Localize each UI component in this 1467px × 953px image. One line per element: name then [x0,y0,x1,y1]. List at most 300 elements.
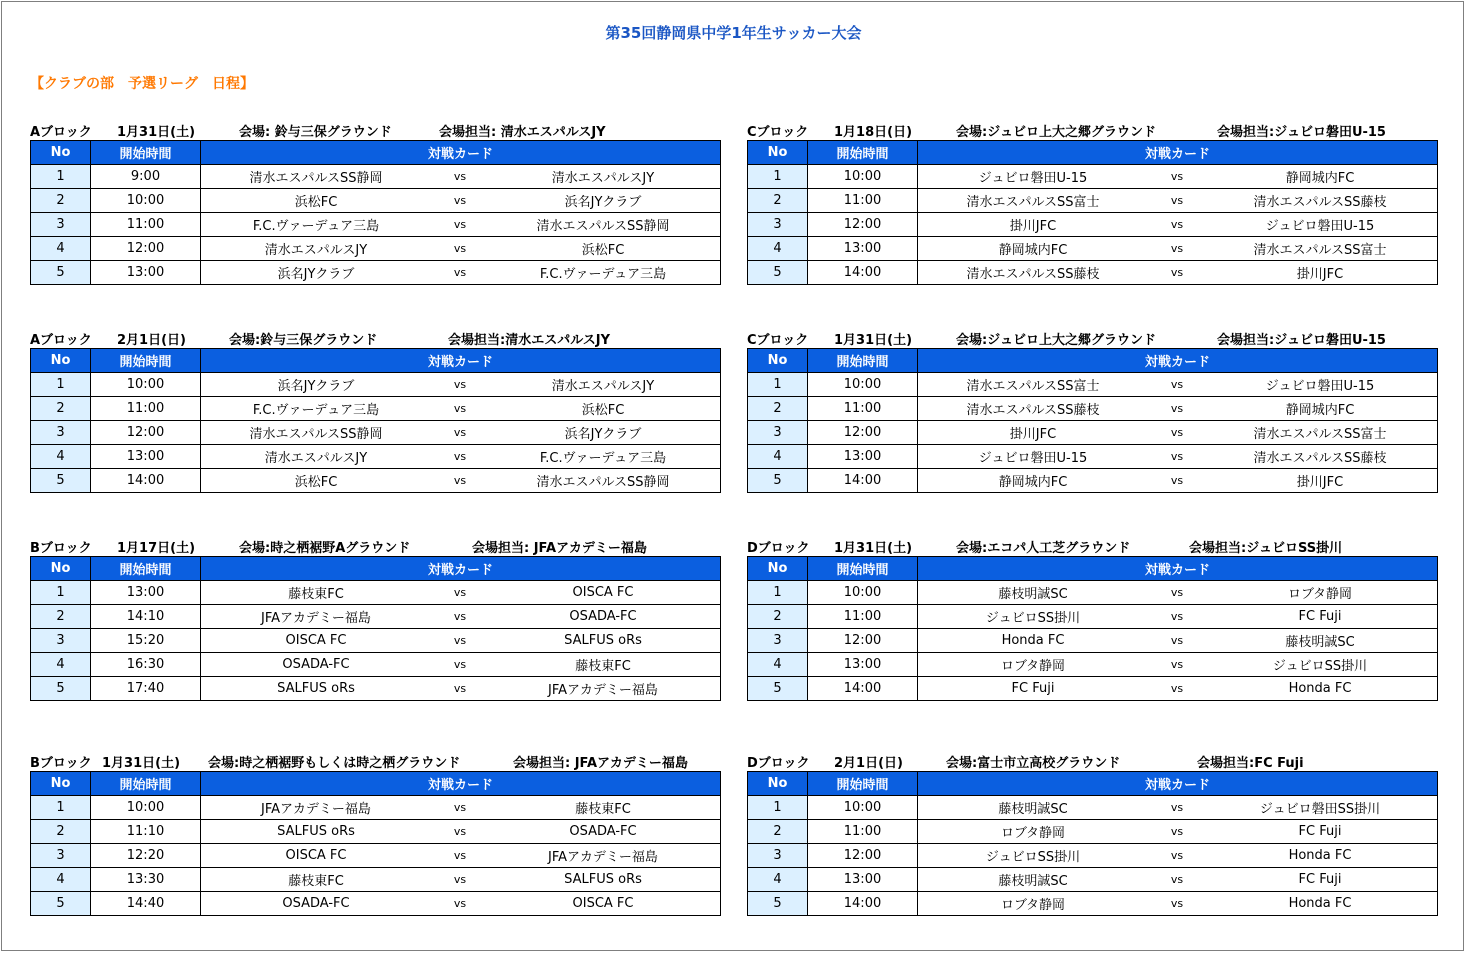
col-header-time: 開始時間 [808,557,918,581]
table-row [748,629,1438,653]
away-team: ジュビロ磐田U-15 [1265,379,1375,394]
away-team: ジュビロ磐田SS掛川 [1259,802,1381,817]
away-team: FC Fuji [1298,609,1342,624]
match-no: 5 [31,469,91,493]
home-team: OISCA FC [285,633,347,648]
vs-label: vs [1170,426,1184,439]
table-row [31,581,721,605]
match-table [30,771,721,916]
col-header-time: 開始時間 [808,772,918,796]
match-card [918,165,1438,189]
table-row [748,421,1438,445]
vs-label: vs [453,170,467,183]
home-team: ジュビロ磐田U-15 [978,171,1088,186]
away-team: 静岡城内FC [1285,403,1355,418]
table-row [748,605,1438,629]
col-header-card: 対戦カード [918,772,1438,796]
match-no: 2 [31,605,91,629]
away-team: 清水エスパルスSS藤枝 [1253,451,1387,466]
vs-label: vs [1170,610,1184,623]
match-no: 4 [31,653,91,677]
vs-label: vs [1170,634,1184,647]
match-card [918,189,1438,213]
match-no: 2 [31,397,91,421]
table-row [31,213,721,237]
match-time: 10:00 [808,581,918,605]
venue-manager: 会場担当:ジュビロ磐田U-15 [1217,333,1386,348]
block-schedule [30,537,720,709]
home-team: Honda FC [1001,633,1065,648]
home-team: ジュビロSS掛川 [985,850,1081,865]
venue-label: 会場:エコパ人工芝グラウンド [956,541,1131,556]
match-no: 5 [31,677,91,701]
match-no: 5 [748,469,808,493]
table-header-row [748,557,1438,581]
venue-manager: 会場担当:FC Fuji [1197,756,1304,771]
match-time: 10:00 [91,373,201,397]
match-time: 12:00 [91,237,201,261]
home-team: ジュビロSS掛川 [985,611,1081,626]
away-team: 清水エスパルスSS藤枝 [1253,195,1387,210]
table-row [748,469,1438,493]
away-team: 浜松FC [581,403,625,418]
home-team: FC Fuji [1011,681,1055,696]
match-no: 4 [31,868,91,892]
match-table [30,140,721,285]
match-card [918,796,1438,820]
match-card [918,261,1438,285]
away-team: 掛川JFC [1296,267,1344,282]
col-header-card: 対戦カード [201,349,721,373]
match-no: 3 [31,629,91,653]
home-team: 藤枝東FC [288,874,344,889]
table-row [31,237,721,261]
match-card [201,165,721,189]
table-row [31,261,721,285]
match-time: 11:00 [91,213,201,237]
away-team: 藤枝東FC [575,659,631,674]
away-team: 清水エスパルスSS静岡 [536,219,670,234]
col-header-time: 開始時間 [91,557,201,581]
match-time: 14:10 [91,605,201,629]
match-time: 11:10 [91,820,201,844]
vs-label: vs [1170,170,1184,183]
match-date: 1月18日(日) [834,125,913,140]
vs-label: vs [1170,378,1184,391]
vs-label: vs [453,474,467,487]
vs-label: vs [453,218,467,231]
match-time: 14:00 [808,892,918,916]
match-time: 12:00 [808,629,918,653]
match-time: 14:40 [91,892,201,916]
home-team: 清水エスパルスSS藤枝 [966,403,1100,418]
venue-label: 会場:時之栖裾野もしくは時之栖グラウンド [208,756,461,771]
table-row [748,581,1438,605]
match-date: 1月31日(土) [834,541,913,556]
match-no: 5 [748,261,808,285]
match-no: 3 [31,421,91,445]
table-row [748,213,1438,237]
table-row [748,237,1438,261]
match-card [918,213,1438,237]
match-time: 10:00 [808,373,918,397]
match-card [201,844,721,868]
home-team: ロブタ静岡 [1000,659,1066,674]
home-team: SALFUS oRs [277,824,355,839]
home-team: 浜松FC [294,195,338,210]
match-no: 3 [31,213,91,237]
venue-manager: 会場担当:ジュビロ磐田U-15 [1217,125,1386,140]
match-no: 5 [31,892,91,916]
match-card [201,189,721,213]
match-table [747,140,1438,285]
home-team: 浜名JYクラブ [277,379,355,394]
col-header-card: 対戦カード [201,557,721,581]
vs-label: vs [453,426,467,439]
vs-label: vs [453,682,467,695]
match-card [201,581,721,605]
match-card [918,605,1438,629]
match-time: 14:00 [808,469,918,493]
match-card [918,820,1438,844]
table-row [748,373,1438,397]
block-name: Dブロック [747,756,810,771]
col-header-card: 対戦カード [918,557,1438,581]
match-card [201,796,721,820]
table-row [748,796,1438,820]
match-card [201,397,721,421]
col-header-no: No [31,557,91,581]
match-no: 1 [31,373,91,397]
match-no: 1 [31,581,91,605]
table-row [748,820,1438,844]
match-card [918,421,1438,445]
away-team: OISCA FC [572,896,634,911]
vs-label: vs [453,194,467,207]
vs-label: vs [1170,682,1184,695]
vs-label: vs [453,402,467,415]
home-team: 掛川JFC [1009,219,1057,234]
page-title: 第35回静岡県中学1年生サッカー大会 [605,24,862,42]
venue-label: 会場: 鈴与三保グラウンド [239,125,392,140]
vs-label: vs [453,658,467,671]
match-time: 14:00 [808,261,918,285]
vs-label: vs [453,266,467,279]
col-header-no: No [31,349,91,373]
match-no: 1 [31,165,91,189]
match-card [201,892,721,916]
block-schedule [747,329,1437,501]
match-card [201,237,721,261]
vs-label: vs [453,450,467,463]
match-card [201,653,721,677]
vs-label: vs [1170,873,1184,886]
match-table [30,556,721,701]
table-row [31,189,721,213]
away-team: 浜名JYクラブ [564,195,642,210]
match-card [201,469,721,493]
home-team: 清水エスパルスSS静岡 [249,171,383,186]
table-row [31,629,721,653]
table-row [748,892,1438,916]
table-row [31,820,721,844]
match-card [918,629,1438,653]
block-name: Aブロック [30,333,92,348]
match-card [918,373,1438,397]
home-team: 藤枝明誠SC [998,802,1068,817]
match-time: 11:00 [808,189,918,213]
col-header-no: No [748,349,808,373]
col-header-card: 対戦カード [201,772,721,796]
home-team: 清水エスパルスSS藤枝 [966,267,1100,282]
vs-label: vs [1170,242,1184,255]
match-no: 2 [748,189,808,213]
away-team: 清水エスパルスJY [551,379,655,394]
table-row [748,165,1438,189]
away-team: 清水エスパルスSS静岡 [536,475,670,490]
match-card [201,868,721,892]
match-card [201,373,721,397]
col-header-no: No [748,772,808,796]
table-row [748,261,1438,285]
away-team: OISCA FC [572,585,634,600]
col-header-time: 開始時間 [91,349,201,373]
match-no: 3 [748,213,808,237]
match-time: 11:00 [808,820,918,844]
vs-label: vs [1170,450,1184,463]
away-team: Honda FC [1288,896,1352,911]
table-row [31,677,721,701]
match-time: 16:30 [91,653,201,677]
block-schedule [747,537,1437,709]
table-row [31,421,721,445]
away-team: 清水エスパルスJY [551,171,655,186]
match-card [201,213,721,237]
home-team: 藤枝明誠SC [998,874,1068,889]
match-time: 9:00 [91,165,201,189]
col-header-no: No [31,141,91,165]
home-team: ジュビロ磐田U-15 [978,451,1088,466]
vs-label: vs [453,849,467,862]
home-team: 浜松FC [294,475,338,490]
away-team: F.C.ヴァーデュア三島 [539,451,667,466]
venue-manager: 会場担当: JFAアカデミー福島 [472,541,647,556]
match-card [918,237,1438,261]
match-no: 5 [748,892,808,916]
match-date: 2月1日(日) [117,333,186,348]
match-card [918,445,1438,469]
away-team: 静岡城内FC [1285,171,1355,186]
match-no: 4 [31,445,91,469]
match-time: 13:30 [91,868,201,892]
away-team: ジュビロ磐田U-15 [1265,219,1375,234]
table-row [31,373,721,397]
home-team: 静岡城内FC [998,475,1068,490]
match-card [918,844,1438,868]
match-time: 12:20 [91,844,201,868]
block-name: Bブロック [30,541,92,556]
col-header-time: 開始時間 [808,349,918,373]
away-team: 藤枝明誠SC [1285,635,1355,650]
table-row [31,653,721,677]
match-time: 15:20 [91,629,201,653]
table-row [748,189,1438,213]
home-team: 清水エスパルスSS富士 [966,195,1100,210]
vs-label: vs [1170,825,1184,838]
match-time: 13:00 [808,868,918,892]
match-no: 1 [31,796,91,820]
match-time: 10:00 [808,796,918,820]
table-row [748,677,1438,701]
block-name: Bブロック [30,756,92,771]
vs-label: vs [453,897,467,910]
col-header-time: 開始時間 [808,141,918,165]
venue-manager: 会場担当:清水エスパルスJY [448,333,611,348]
match-no: 1 [748,373,808,397]
match-time: 10:00 [91,189,201,213]
home-team: F.C.ヴァーデュア三島 [252,219,380,234]
table-row [31,605,721,629]
match-time: 12:00 [808,213,918,237]
vs-label: vs [1170,194,1184,207]
match-time: 13:00 [91,445,201,469]
match-card [201,421,721,445]
match-no: 4 [748,653,808,677]
home-team: F.C.ヴァーデュア三島 [252,403,380,418]
away-team: 藤枝東FC [575,802,631,817]
match-no: 3 [31,844,91,868]
away-team: ロブタ静岡 [1287,587,1353,602]
venue-label: 会場:富士市立高校グラウンド [946,756,1121,771]
table-row [31,868,721,892]
away-team: OSADA-FC [569,824,637,839]
match-card [918,581,1438,605]
vs-label: vs [453,610,467,623]
match-card [201,677,721,701]
match-no: 2 [31,820,91,844]
match-time: 13:00 [808,445,918,469]
table-header-row [748,141,1438,165]
away-team: SALFUS oRs [564,633,642,648]
away-team: SALFUS oRs [564,872,642,887]
away-team: JFAアカデミー福島 [548,850,658,865]
col-header-no: No [748,141,808,165]
home-team: 清水エスパルスJY [264,451,368,466]
vs-label: vs [1170,849,1184,862]
match-time: 17:40 [91,677,201,701]
match-date: 1月31日(土) [834,333,913,348]
table-header-row [31,772,721,796]
vs-label: vs [453,873,467,886]
match-time: 10:00 [91,796,201,820]
match-card [918,397,1438,421]
match-time: 13:00 [808,653,918,677]
match-date: 2月1日(日) [834,756,903,771]
block-schedule [30,121,720,293]
match-date: 1月17日(土) [117,541,196,556]
match-time: 12:00 [808,421,918,445]
away-team: ジュビロSS掛川 [1272,659,1368,674]
match-date: 1月31日(土) [117,125,196,140]
home-team: ロブタ静岡 [1000,826,1066,841]
home-team: 掛川JFC [1009,427,1057,442]
vs-label: vs [1170,266,1184,279]
col-header-time: 開始時間 [91,141,201,165]
home-team: OISCA FC [285,848,347,863]
vs-label: vs [1170,801,1184,814]
match-no: 1 [748,165,808,189]
block-name: Aブロック [30,125,92,140]
away-team: 清水エスパルスSS富士 [1253,243,1387,258]
home-team: SALFUS oRs [277,681,355,696]
match-card [201,261,721,285]
match-time: 11:00 [808,397,918,421]
venue-manager: 会場担当: 清水エスパルスJY [439,125,606,140]
table-row [748,844,1438,868]
match-card [918,677,1438,701]
match-time: 13:00 [808,237,918,261]
table-header-row [31,349,721,373]
col-header-card: 対戦カード [918,349,1438,373]
away-team: FC Fuji [1298,872,1342,887]
match-no: 2 [748,820,808,844]
vs-label: vs [453,586,467,599]
match-no: 4 [748,868,808,892]
away-team: OSADA-FC [569,609,637,624]
away-team: 清水エスパルスSS富士 [1253,427,1387,442]
match-card [201,445,721,469]
col-header-no: No [748,557,808,581]
match-no: 2 [748,397,808,421]
table-row [748,653,1438,677]
table-row [31,445,721,469]
vs-label: vs [1170,658,1184,671]
table-row [31,469,721,493]
table-row [31,844,721,868]
venue-label: 会場:鈴与三保グラウンド [229,333,378,348]
vs-label: vs [1170,586,1184,599]
match-time: 13:00 [91,581,201,605]
vs-label: vs [1170,402,1184,415]
table-header-row [748,349,1438,373]
away-team: 浜松FC [581,243,625,258]
section-label: 【クラブの部 予選リーグ 日程】 [30,76,254,92]
home-team: 藤枝東FC [288,587,344,602]
block-name: Cブロック [747,333,809,348]
away-team: JFAアカデミー福島 [548,683,658,698]
block-schedule [747,121,1437,293]
block-name: Dブロック [747,541,810,556]
home-team: 清水エスパルスSS静岡 [249,427,383,442]
match-time: 11:00 [91,397,201,421]
table-row [748,445,1438,469]
match-date: 1月31日(土) [102,756,181,771]
match-no: 5 [748,677,808,701]
away-team: 浜名JYクラブ [564,427,642,442]
block-schedule [747,752,1437,924]
table-header-row [31,557,721,581]
vs-label: vs [1170,218,1184,231]
match-card [918,892,1438,916]
home-team: JFAアカデミー福島 [261,802,371,817]
match-table [30,348,721,493]
venue-label: 会場:時之栖裾野Aグラウンド [239,541,411,556]
table-row [31,165,721,189]
table-row [748,868,1438,892]
match-card [918,469,1438,493]
vs-label: vs [453,242,467,255]
home-team: 藤枝明誠SC [998,587,1068,602]
